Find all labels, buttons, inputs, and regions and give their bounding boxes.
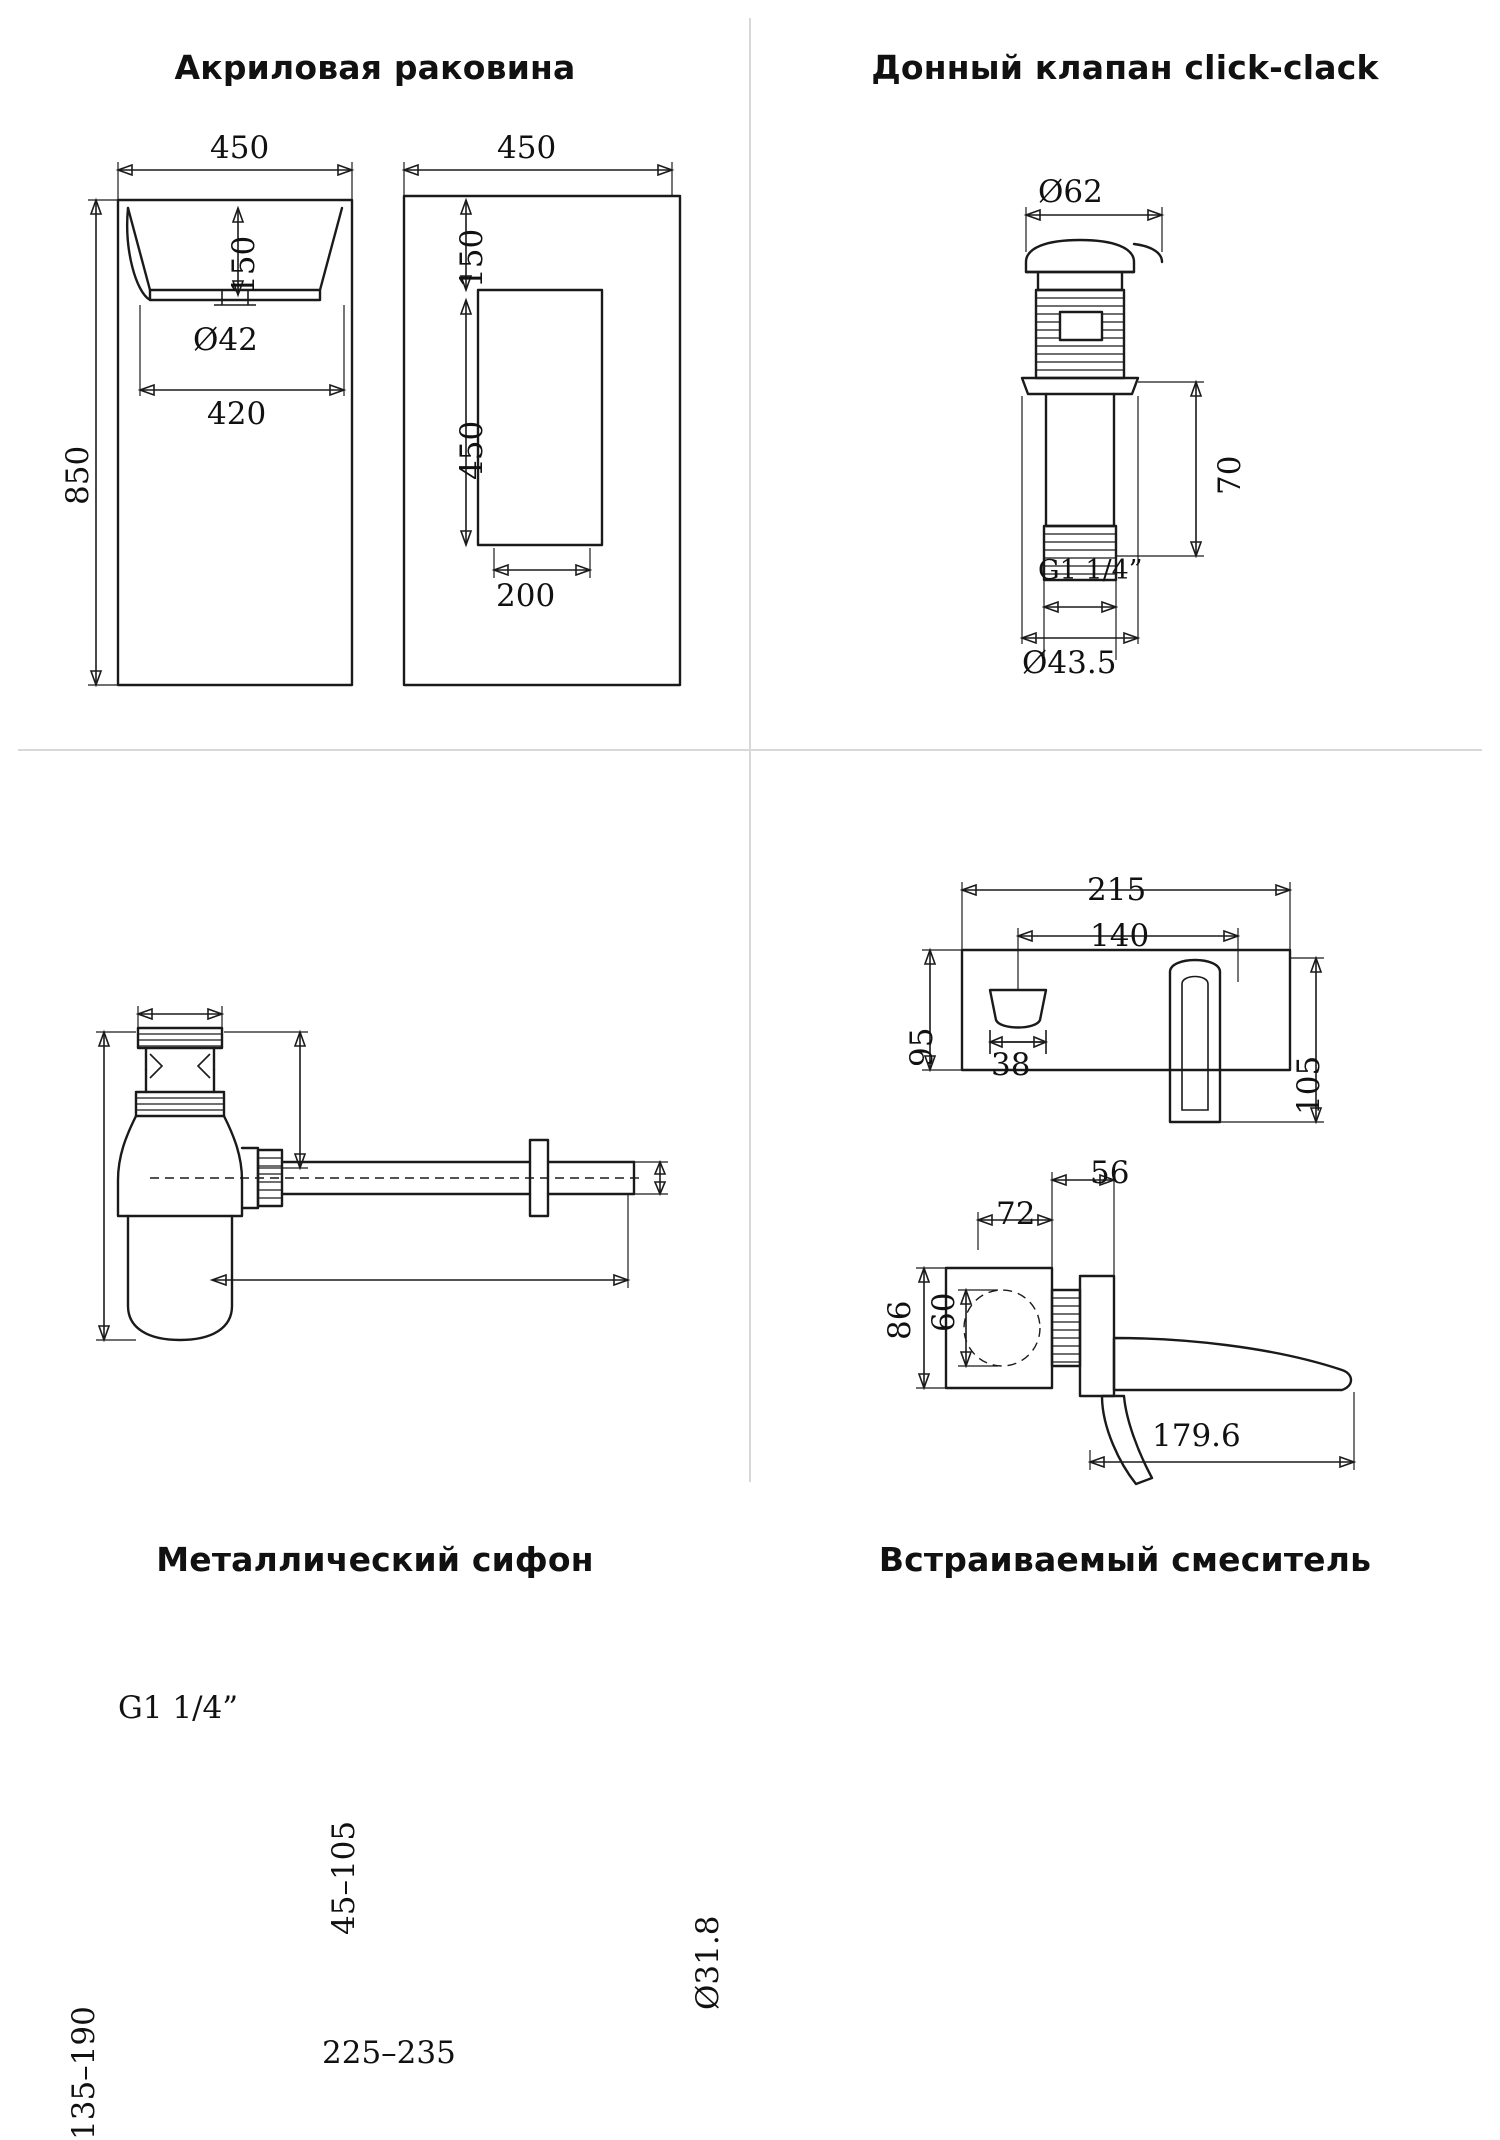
dim-valve-d435: Ø43.5 bbox=[1022, 645, 1117, 681]
panel-sink bbox=[0, 0, 750, 750]
dim-sink-200: 200 bbox=[496, 578, 556, 614]
dim-mixer-179-6: 179.6 bbox=[1152, 1418, 1241, 1454]
dim-siphon-d318: Ø31.8 bbox=[690, 1915, 726, 2010]
dim-siphon-225-235: 225–235 bbox=[322, 2035, 456, 2071]
sink-drawing bbox=[0, 0, 750, 750]
panel-siphon-title: Металлический сифон bbox=[156, 1540, 594, 1579]
dim-sink-d42: Ø42 bbox=[193, 322, 258, 358]
dim-valve-70: 70 bbox=[1212, 455, 1248, 495]
dim-sink-450-side: 450 bbox=[497, 130, 557, 166]
dim-mixer-105: 105 bbox=[1291, 1055, 1327, 1115]
dim-mixer-140: 140 bbox=[1090, 918, 1150, 954]
dim-sink-150-side: 150 bbox=[454, 228, 490, 288]
dim-mixer-215: 215 bbox=[1087, 872, 1147, 908]
panel-mixer bbox=[750, 750, 1500, 1579]
dim-mixer-60: 60 bbox=[926, 1292, 962, 1332]
dim-mixer-72: 72 bbox=[996, 1196, 1036, 1232]
dim-mixer-86: 86 bbox=[882, 1300, 918, 1340]
dim-sink-450-cutout: 450 bbox=[454, 420, 490, 480]
siphon-drawing bbox=[0, 750, 750, 1500]
dim-valve-d62: Ø62 bbox=[1038, 174, 1103, 210]
panel-sink-title: Акриловая раковина bbox=[174, 48, 576, 87]
dim-siphon-135-190: 135–190 bbox=[66, 2006, 102, 2140]
dim-siphon-45-105: 45–105 bbox=[326, 1820, 362, 1935]
panel-bottom-valve-title: Донный клапан click-clack bbox=[871, 48, 1379, 87]
dim-sink-420: 420 bbox=[207, 396, 267, 432]
panel-mixer-title: Встраиваемый смеситель bbox=[878, 1540, 1372, 1579]
mixer-drawing bbox=[750, 750, 1500, 1500]
dim-mixer-38: 38 bbox=[991, 1047, 1031, 1083]
dim-sink-450-front: 450 bbox=[210, 130, 270, 166]
dim-sink-150-front: 150 bbox=[226, 235, 262, 295]
dim-sink-850: 850 bbox=[60, 445, 96, 505]
dim-mixer-95: 95 bbox=[904, 1027, 940, 1067]
bottom-valve-drawing bbox=[750, 0, 1500, 750]
dim-valve-thread: G1 1/4” bbox=[1038, 555, 1143, 586]
dim-mixer-56: 56 bbox=[1090, 1155, 1130, 1191]
panel-siphon bbox=[0, 750, 750, 2140]
dim-siphon-thread: G1 1/4” bbox=[118, 1690, 239, 1726]
panel-bottom-valve bbox=[750, 0, 1500, 750]
